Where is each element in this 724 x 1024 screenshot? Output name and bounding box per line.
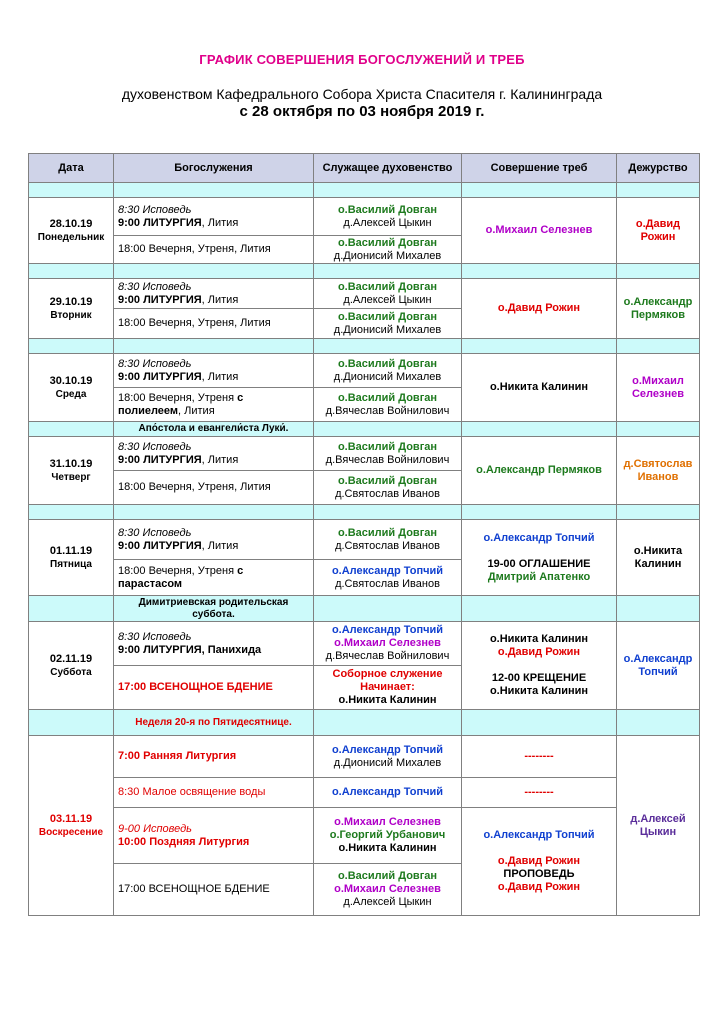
service-cell [114, 279, 314, 309]
treby-cell [462, 622, 617, 710]
date-cell [29, 198, 114, 264]
service-cell: 17:00 ВСЕНОЩНОЕ БДЕНИЕ [114, 864, 314, 916]
service-text: , Лития [201, 293, 239, 306]
treby-text: о.Никита Калинин [489, 685, 589, 697]
service-cell [114, 437, 314, 471]
col-header-services: Богослужения [114, 154, 314, 183]
date-value: 31.10.19 [49, 457, 93, 470]
service-cell [114, 520, 314, 560]
table-row [29, 736, 700, 778]
table-header-row [29, 154, 700, 183]
clergy-name: о.Василий Довган [337, 391, 438, 404]
service-text: 10:00 Поздняя Литургия [118, 835, 250, 848]
feast-label: Неделя 20-я по Пятидесятнице. [114, 710, 314, 736]
table-row [29, 198, 700, 236]
clergy-name: о.Василий Довган [337, 440, 438, 453]
clergy-cell [314, 864, 462, 916]
document-subtitle: духовенством Кафедрального Собора Христа Спасителя г. Калининграда [121, 86, 603, 102]
clergy-cell [314, 354, 462, 388]
treby-cell: -------- [462, 736, 617, 778]
clergy-cell [314, 666, 462, 710]
clergy-name: о.Александр Топчий [331, 564, 444, 577]
service-text: 9:00 ЛИТУРГИЯ [118, 293, 202, 306]
treby-cell: о.Давид Рожин [462, 279, 617, 339]
band-row [29, 183, 700, 198]
clergy-cell [314, 388, 462, 422]
clergy-cell [314, 198, 462, 236]
band-row [29, 596, 700, 622]
duty-cell: о.Александр Топчий [617, 622, 700, 710]
treby-cell: -------- [462, 778, 617, 808]
service-text: парастасом [118, 577, 183, 590]
clergy-name: Соборное служение [332, 668, 443, 680]
table-row [29, 622, 700, 666]
duty-cell: о.Александр Пермяков [617, 279, 700, 339]
date-value: 02.11.19 [49, 652, 93, 665]
service-text: полиелеем [118, 404, 179, 417]
service-cell: 7:00 Ранняя Литургия [114, 736, 314, 778]
clergy-name: д.Святослав Иванов [335, 487, 440, 500]
treby-cell: о.Александр Пермяков [462, 437, 617, 505]
treby-text: 19-00 ОГЛАШЕНИЕ [487, 557, 591, 570]
clergy-name: д.Дионисий Михалев [333, 323, 442, 336]
band-row [29, 422, 700, 437]
service-text: 8:30 Исповедь [118, 357, 192, 370]
treby-text: о.Александр Топчий [483, 531, 595, 544]
treby-cell: о.Никита Калинин [462, 354, 617, 422]
clergy-cell [314, 560, 462, 596]
service-text: 9:00 ЛИТУРГИЯ [118, 453, 202, 466]
col-header-clergy: Служащее духовенство [314, 154, 462, 183]
clergy-name: о.Михаил Селезнев [334, 883, 441, 895]
clergy-name: д.Святослав Иванов [335, 577, 440, 590]
treby-text: Дмитрий Апатенко [487, 570, 591, 583]
date-cell [29, 622, 114, 710]
col-header-treby: Совершение треб [462, 154, 617, 183]
clergy-cell [314, 471, 462, 505]
clergy-cell [314, 808, 462, 864]
service-text: 18:00 Вечерня, Утреня [118, 564, 238, 577]
duty-cell: о.Давид Рожин [617, 198, 700, 264]
service-text: 8:30 Исповедь [118, 203, 192, 216]
band-row [29, 710, 700, 736]
clergy-cell [314, 622, 462, 666]
service-cell: 18:00 Вечерня, Утреня, Лития [114, 471, 314, 505]
service-text: с [237, 564, 244, 577]
clergy-cell [314, 520, 462, 560]
duty-cell: д.Алексей Цыкин [617, 736, 700, 916]
table-row [29, 279, 700, 309]
col-header-duty: Дежурство [617, 154, 700, 183]
schedule-table [28, 153, 700, 916]
table-row [29, 354, 700, 388]
clergy-name: д.Алексей Цыкин [343, 896, 432, 908]
service-text: , Лития [201, 370, 239, 383]
table-row [29, 437, 700, 471]
band-row [29, 505, 700, 520]
band-row [29, 264, 700, 279]
service-cell [114, 388, 314, 422]
clergy-name: о.Александр Топчий [331, 743, 444, 756]
clergy-name: д.Алексей Цыкин [343, 293, 432, 306]
date-cell [29, 279, 114, 339]
feast-label: Апо́стола и евангели́ста Луки́. [114, 422, 314, 437]
clergy-cell [314, 736, 462, 778]
date-value: 03.11.19 [49, 812, 93, 825]
treby-text: ПРОПОВЕДЬ [503, 868, 575, 880]
col-header-date: Дата [29, 154, 114, 183]
clergy-name: о.Василий Довган [337, 526, 438, 539]
treby-cell [462, 520, 617, 596]
table-row [29, 778, 700, 808]
service-text: 9:00 ЛИТУРГИЯ [118, 370, 202, 383]
duty-cell: д.Святослав Иванов [617, 437, 700, 505]
clergy-name: д.Вячеслав Войнилович [325, 453, 450, 466]
duty-cell: о.Михаил Селезнев [617, 354, 700, 422]
service-cell [114, 560, 314, 596]
clergy-name: о.Георгий Урбанович [329, 829, 446, 841]
clergy-name: о.Василий Довган [337, 870, 438, 882]
clergy-name: о.Александр Топчий [331, 624, 444, 636]
clergy-name: Начинает: [360, 681, 415, 693]
clergy-name: о.Михаил Селезнев [334, 637, 441, 649]
clergy-name: о.Василий Довган [337, 310, 438, 323]
clergy-name: о.Василий Довган [337, 236, 438, 249]
weekday: Понедельник [37, 231, 105, 243]
service-cell [114, 198, 314, 236]
date-cell [29, 520, 114, 596]
document-period: с 28 октября по 03 ноября 2019 г. [239, 103, 485, 120]
weekday: Вторник [50, 309, 92, 321]
clergy-name: д.Вячеслав Войнилович [325, 404, 450, 417]
service-text: 8:30 Исповедь [118, 630, 192, 643]
date-cell [29, 354, 114, 422]
duty-cell: о.Никита Калинин [617, 520, 700, 596]
treby-text: о.Давид Рожин [497, 646, 581, 658]
service-cell [114, 622, 314, 666]
weekday: Воскресение [38, 826, 104, 838]
service-text: , Лития [178, 404, 215, 417]
clergy-cell [314, 236, 462, 264]
service-text: , Лития [201, 216, 239, 229]
date-value: 29.10.19 [49, 295, 93, 308]
service-text: 8:30 Исповедь [118, 526, 192, 539]
service-cell: 17:00 ВСЕНОЩНОЕ БДЕНИЕ [114, 666, 314, 710]
service-text: 8:30 Исповедь [118, 440, 192, 453]
clergy-name: о.Василий Довган [337, 280, 438, 293]
service-text: 9:00 ЛИТУРГИЯ [118, 539, 202, 552]
weekday: Среда [55, 388, 87, 400]
service-text: 18:00 Вечерня, Утреня [118, 391, 238, 404]
clergy-name: д.Вячеслав Войнилович [325, 650, 450, 662]
clergy-cell [314, 437, 462, 471]
date-value: 01.11.19 [49, 544, 93, 557]
service-cell: 18:00 Вечерня, Утреня, Лития [114, 309, 314, 339]
clergy-name: о.Никита Калинин [338, 694, 437, 706]
clergy-cell [314, 309, 462, 339]
service-text: 9:00 ЛИТУРГИЯ, Панихида [118, 643, 262, 656]
clergy-name: д.Дионисий Михалев [333, 249, 442, 262]
service-text: , Лития [201, 453, 239, 466]
service-cell [114, 808, 314, 864]
clergy-name: о.Василий Довган [337, 357, 438, 370]
band-row [29, 339, 700, 354]
weekday: Суббота [50, 666, 92, 678]
clergy-name: о.Михаил Селезнев [334, 816, 441, 828]
service-text: 8:30 Исповедь [118, 280, 192, 293]
date-cell [29, 437, 114, 505]
treby-text: о.Давид Рожин [497, 855, 581, 867]
service-text: с [237, 391, 244, 404]
date-value: 30.10.19 [49, 374, 93, 387]
treby-text: о.Александр Топчий [483, 829, 595, 841]
treby-text: о.Давид Рожин [497, 881, 581, 893]
service-cell: 18:00 Вечерня, Утреня, Лития [114, 236, 314, 264]
clergy-name: о.Никита Калинин [338, 842, 437, 854]
service-text: 9:00 ЛИТУРГИЯ [118, 216, 202, 229]
service-text: 9-00 Исповедь [118, 822, 192, 835]
clergy-name: д.Алексей Цыкин [343, 216, 432, 229]
document-title: ГРАФИК СОВЕРШЕНИЯ БОГОСЛУЖЕНИЙ И ТРЕБ [199, 52, 525, 67]
feast-label: Димитриевская родительская суббота. [114, 596, 314, 622]
treby-text: о.Никита Калинин [489, 633, 589, 645]
clergy-name: о.Василий Довган [337, 474, 438, 487]
treby-cell: о.Михаил Селезнев [462, 198, 617, 264]
date-cell [29, 736, 114, 916]
table-row [29, 520, 700, 560]
clergy-cell: о.Александр Топчий [314, 778, 462, 808]
service-cell: 8:30 Малое освящение воды [114, 778, 314, 808]
clergy-name: д.Дионисий Михалев [333, 370, 442, 383]
treby-text: 12-00 КРЕЩЕНИЕ [491, 672, 587, 684]
clergy-name: д.Дионисий Михалев [333, 756, 442, 769]
clergy-name: д.Святослав Иванов [335, 539, 440, 552]
treby-cell [462, 808, 617, 916]
weekday: Пятница [50, 558, 92, 570]
table-row [29, 808, 700, 864]
service-text: , Лития [201, 539, 239, 552]
service-cell [114, 354, 314, 388]
clergy-cell [314, 279, 462, 309]
weekday: Четверг [51, 471, 91, 483]
date-value: 28.10.19 [49, 217, 93, 230]
clergy-name: о.Василий Довган [337, 203, 438, 216]
